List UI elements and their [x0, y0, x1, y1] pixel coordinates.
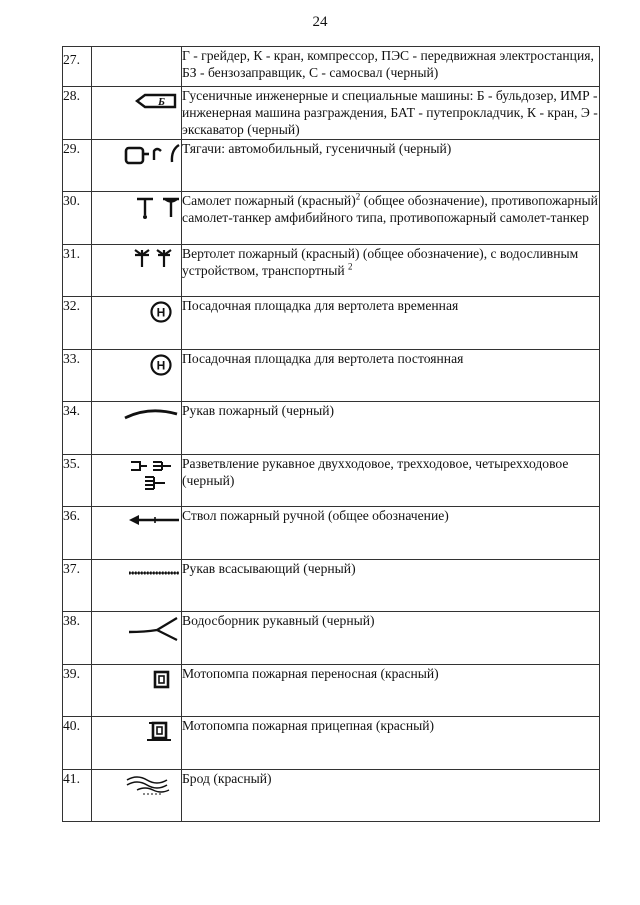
table-row	[63, 349, 600, 402]
portable-motor-pump-icon	[141, 667, 181, 693]
table-row	[63, 769, 600, 822]
row-text-end: (общее обозначение), противопожарный самолет-танкер амфибийного типа, противопожарный самолет-танкер	[182, 193, 598, 225]
row-description: Рукав всасывающий (черный)	[182, 559, 600, 612]
hose-branch-icon	[129, 457, 181, 491]
table-row	[63, 612, 600, 665]
table-row	[63, 244, 600, 297]
row-number: 29.	[63, 139, 92, 192]
helipad-temporary-icon	[141, 299, 181, 325]
table-row	[63, 47, 600, 87]
row-number: 37.	[63, 559, 92, 612]
helipad-permanent-icon	[141, 352, 181, 378]
row-number: 35.	[63, 454, 92, 507]
row-number: 33.	[63, 349, 92, 402]
ford-icon	[121, 772, 181, 798]
row-number: 34.	[63, 402, 92, 455]
row-description: Ствол пожарный ручной (общее обозначение)	[182, 507, 600, 560]
row-text-start: Вертолет пожарный (красный) (общее обозначение), с водосливным устройством, транспортный	[182, 245, 579, 278]
fire-nozzle-icon	[125, 509, 181, 531]
table-row	[63, 297, 600, 350]
footnote-mark: 2	[348, 260, 353, 271]
trailer-motor-pump-icon	[137, 719, 181, 747]
fire-hose-icon	[121, 404, 181, 424]
table-row	[63, 192, 600, 245]
row-description	[182, 192, 600, 245]
row-number: 32.	[63, 297, 92, 350]
row-description: Разветвление рукавное двухходовое, трехходовое, четырехходовое (черный)	[182, 454, 600, 507]
row-number: 27.	[63, 47, 92, 87]
row-description: Рукав пожарный (черный)	[182, 402, 600, 455]
row-description: Брод (красный)	[182, 769, 600, 822]
fire-helicopter-icon	[131, 247, 181, 271]
row-number: 31.	[63, 244, 92, 297]
row-description: Водосборник рукавный (черный)	[182, 612, 600, 665]
table-row	[63, 507, 600, 560]
table-row	[63, 402, 600, 455]
helipad-label: H	[156, 358, 166, 372]
row-text-start: Самолет пожарный (красный)	[182, 193, 356, 208]
row-description	[182, 244, 600, 297]
row-description: Тягачи: автомобильный, гусеничный (черный)	[182, 139, 600, 192]
row-description: Гусеничные инженерные и специальные машины: Б - бульдозер, ИМР - инженерная машина разграждения, БАТ - путепрокладчик, К - кран, Э - экскаватор (черный)	[182, 88, 598, 137]
table-row	[63, 87, 600, 140]
table-row	[63, 139, 600, 192]
table-row	[63, 717, 600, 770]
page-number: 24	[312, 14, 328, 30]
row-number: 38.	[63, 612, 92, 665]
footnote-mark: 2	[355, 191, 361, 202]
fire-airplane-icon	[133, 194, 181, 222]
row-description: Г - грейдер, К - кран, компрессор, ПЭС - передвижная электростанция, БЗ - бензозаправщик, С - самосвал (черный)	[182, 47, 600, 87]
row-number: 40.	[63, 717, 92, 770]
row-description: Мотопомпа пожарная прицепная (красный)	[182, 717, 600, 770]
row-description: Посадочная площадка для вертолета временная	[182, 297, 600, 350]
table-row	[63, 664, 600, 717]
helipad-label: H	[156, 305, 166, 320]
row-description: Посадочная площадка для вертолета постоянная	[182, 349, 600, 402]
row-description: Мотопомпа пожарная переносная (красный)	[182, 664, 600, 717]
tracked-machine-label: Б	[158, 96, 165, 108]
hose-collector-icon	[125, 614, 181, 642]
row-number: 28.	[63, 87, 92, 140]
row-number: 30.	[63, 192, 92, 245]
tracked-machine-icon	[131, 89, 181, 113]
vehicle-letters-icon	[92, 47, 182, 87]
suction-hose-icon	[125, 562, 181, 584]
row-number: 36.	[63, 507, 92, 560]
table-row	[63, 559, 600, 612]
row-number: 39.	[63, 664, 92, 717]
tractor-icon	[123, 142, 181, 168]
symbols-table	[62, 46, 600, 822]
table-row	[63, 454, 600, 507]
row-number: 41.	[63, 769, 92, 822]
